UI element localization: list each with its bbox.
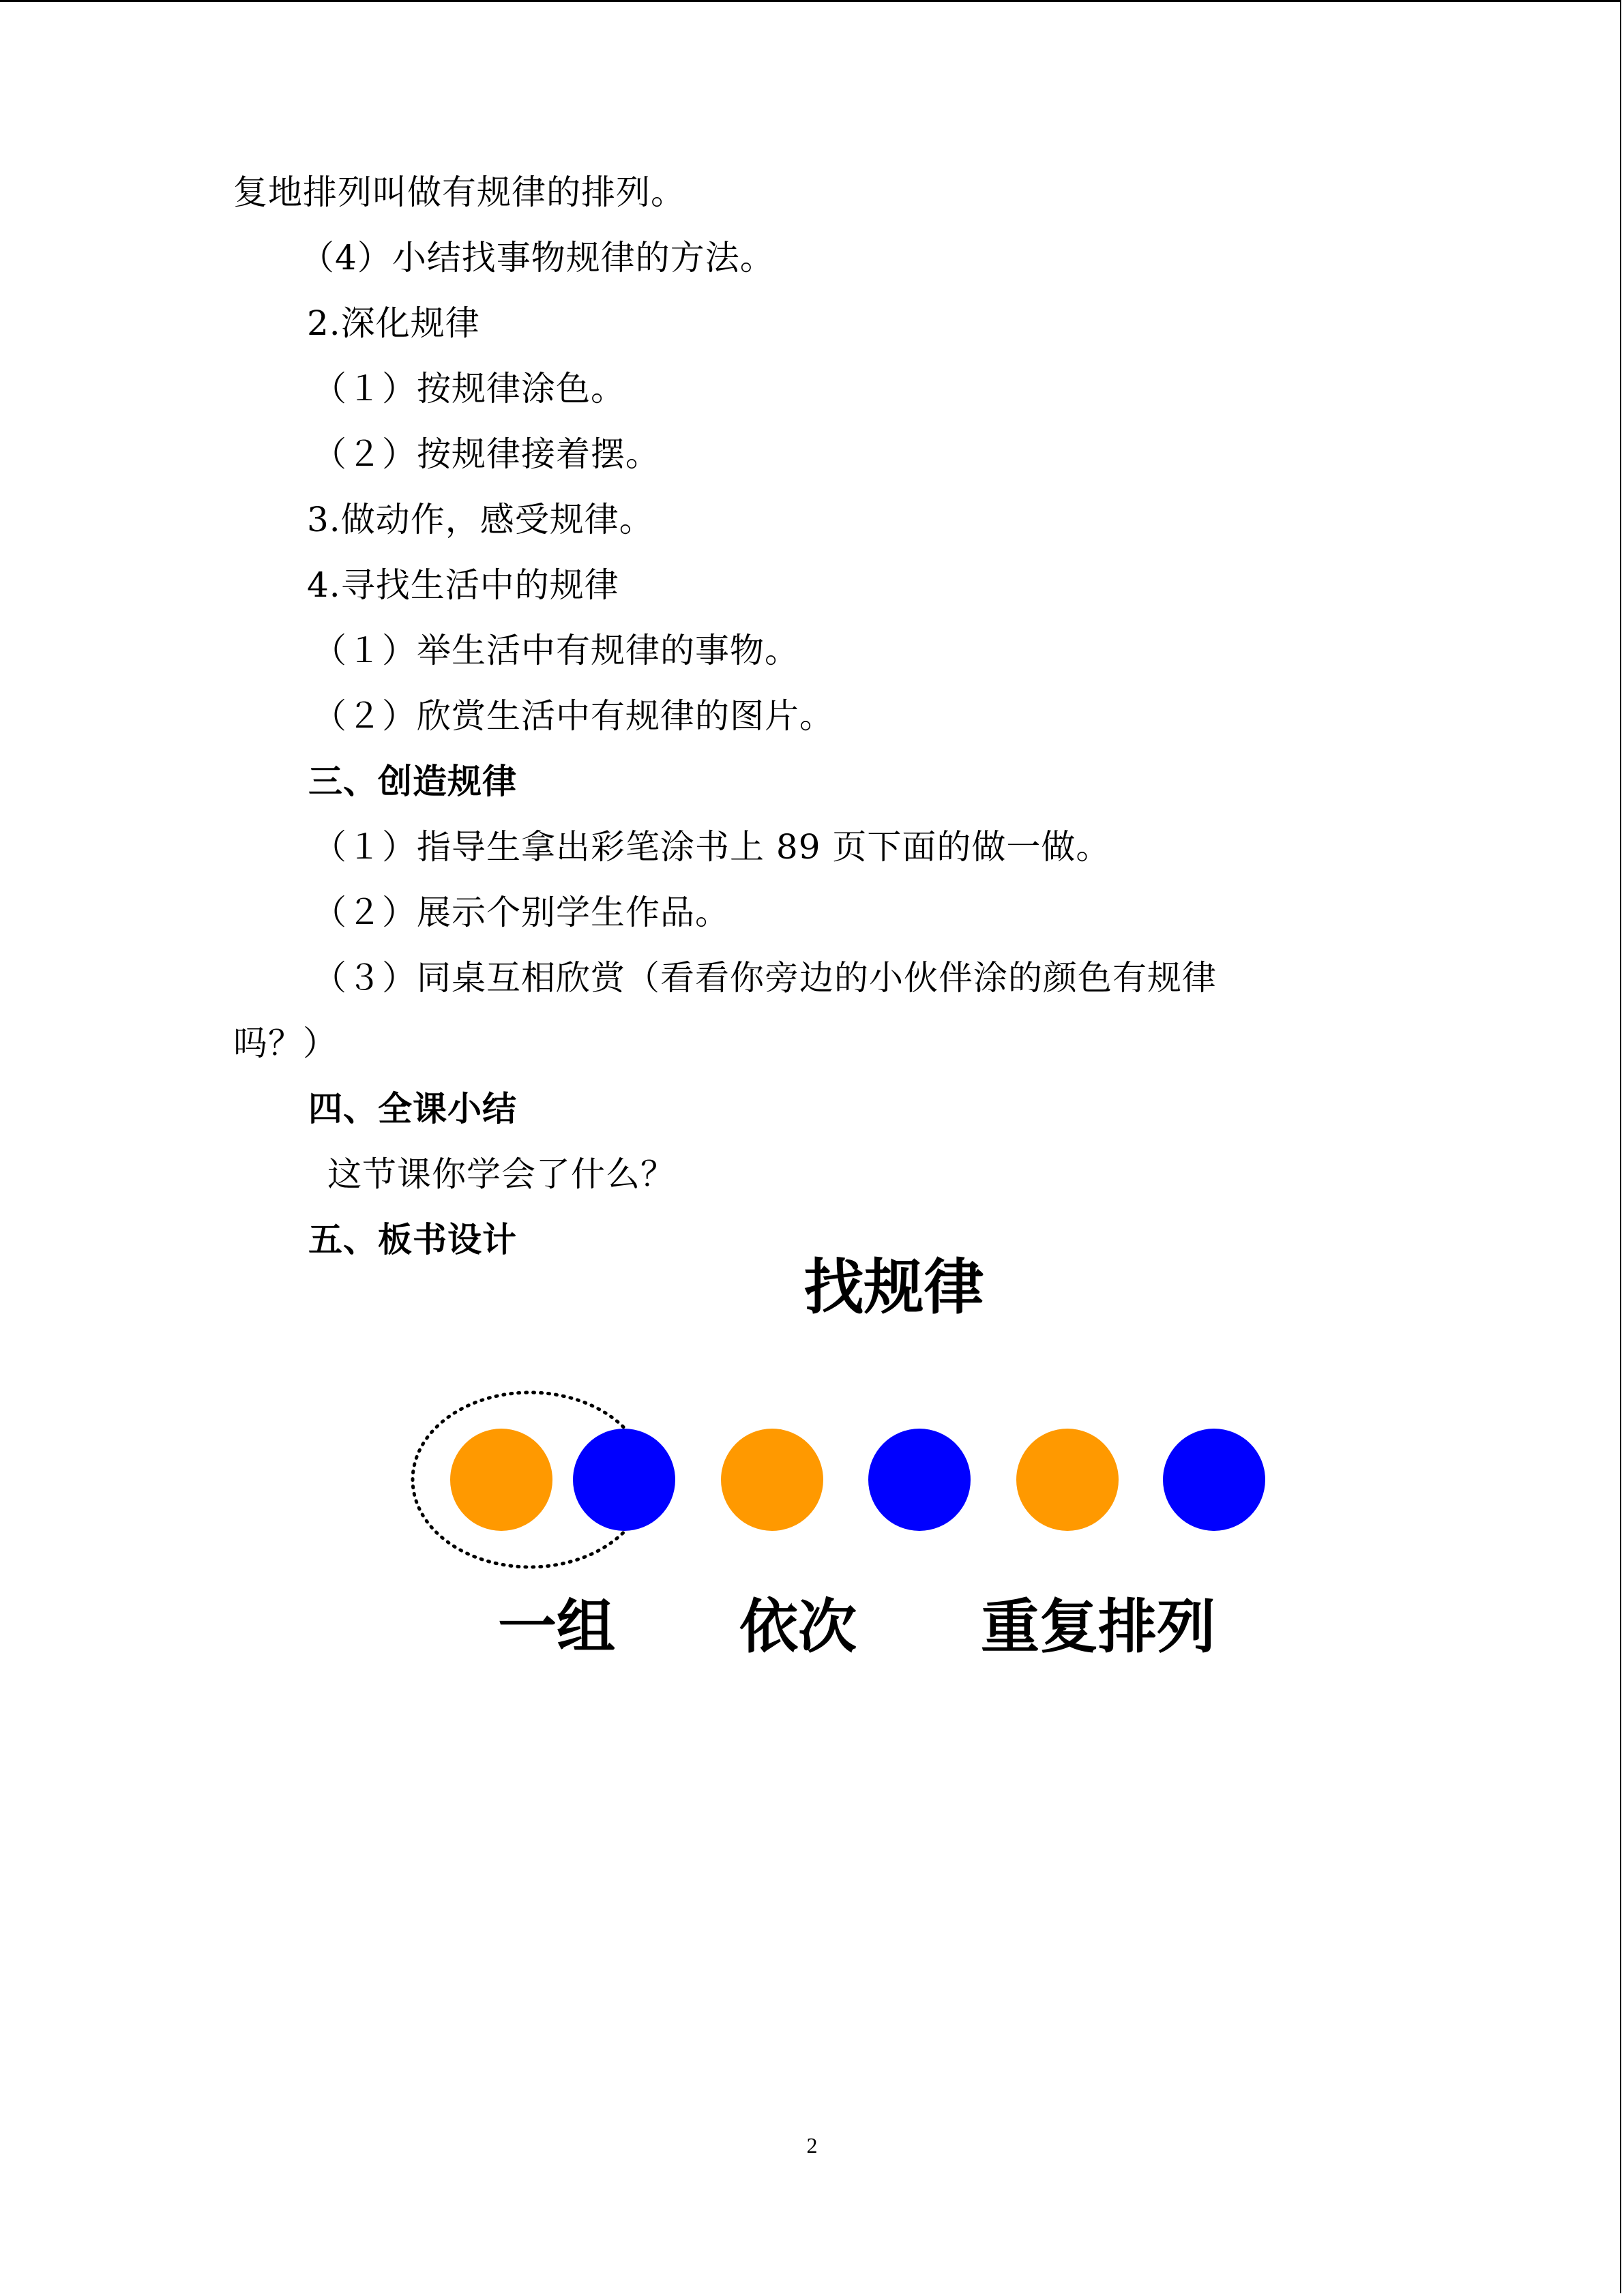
text-line: （２）展示个别学生作品。 <box>312 893 730 932</box>
text-line: 这节课你学会了什么？ <box>327 1154 675 1194</box>
section-heading: 五、板书设计 <box>308 1220 517 1259</box>
text-line: （３）同桌互相欣赏（看看你旁边的小伙伴涂的颜色有规律 <box>312 958 1217 998</box>
label-group: 一组 <box>498 1593 615 1661</box>
text-line: （１）按规律涂色。 <box>312 369 625 408</box>
text-line: （２）按规律接着摆。 <box>312 434 660 474</box>
text-line: （１）举生活中有规律的事物。 <box>312 631 799 670</box>
section-heading: 四、全课小结 <box>308 1089 517 1129</box>
pattern-circle <box>450 1429 552 1531</box>
text-line: 3.做动作，感受规律。 <box>307 500 654 539</box>
pattern-diagram <box>409 1371 1282 1575</box>
pattern-circle <box>1163 1429 1265 1531</box>
page-number: 2 <box>806 2133 818 2158</box>
pattern-circle <box>1016 1429 1119 1531</box>
text-line: （１）指导生拿出彩笔涂书上 89 页下面的做一做。 <box>312 827 1111 867</box>
text-line: 2.深化规律 <box>307 303 480 343</box>
board-title: 找规律 <box>803 1252 984 1322</box>
pattern-circle <box>721 1429 823 1531</box>
text-line: 复地排列叫做有规律的排列。 <box>233 173 685 212</box>
pattern-circle <box>868 1429 971 1531</box>
text-line: 4.寻找生活中的规律 <box>307 565 619 605</box>
text-line: 吗？） <box>233 1024 338 1063</box>
label-sequence: 依次 <box>739 1593 857 1661</box>
text-line: （２）欣赏生活中有规律的图片。 <box>312 696 834 736</box>
pattern-circle <box>573 1429 675 1531</box>
section-heading: 三、创造规律 <box>308 762 517 801</box>
label-repeat: 重复排列 <box>981 1593 1215 1661</box>
text-line: （4）小结找事物规律的方法。 <box>300 238 775 278</box>
